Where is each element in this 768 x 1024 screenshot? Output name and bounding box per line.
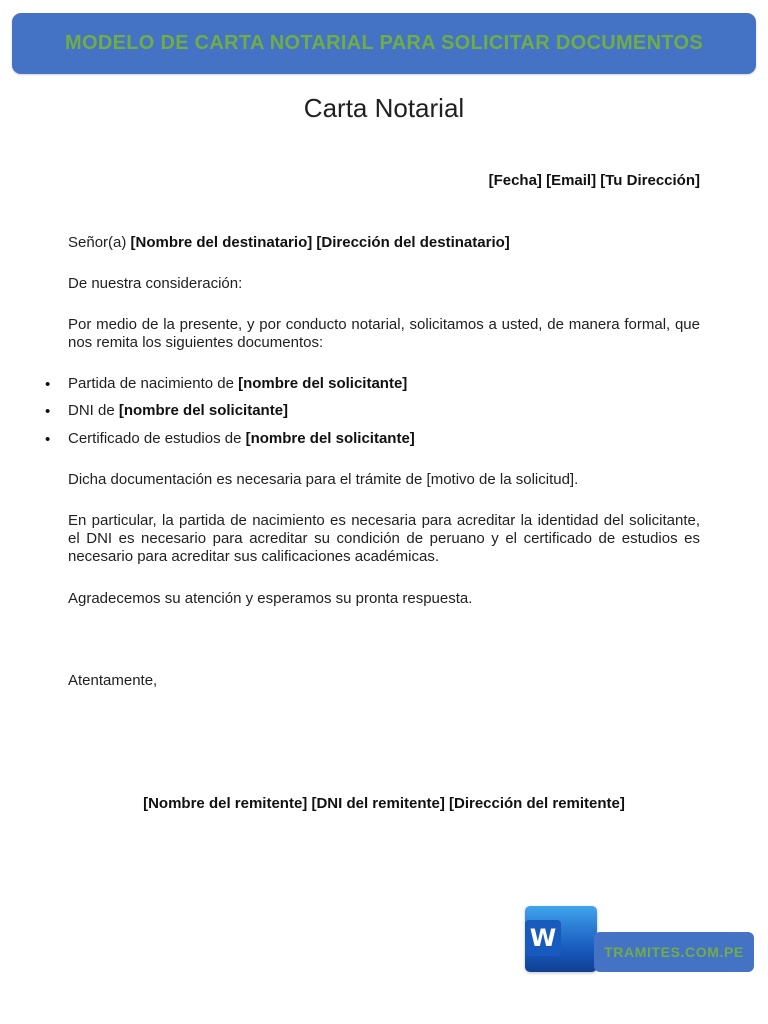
word-icon [525, 906, 597, 972]
brand-badge [594, 932, 754, 972]
greeting: De nuestra consideración: [68, 275, 243, 292]
closing-line: Atentamente, [68, 672, 158, 689]
bullet-icon: • [45, 431, 51, 448]
sender-header-fields: [Fecha] [Email] [Tu Dirección] [488, 172, 700, 189]
list-item-field: [nombre del solicitante] [118, 402, 289, 419]
list-item [68, 375, 700, 393]
list-item-text: Partida de nacimiento de [68, 375, 234, 392]
details-paragraph: En particular, la partida de nacimiento es necesaria para acreditar la identidad del solicitante, el DNI es necesario para acreditar su condición de peruano y el certificado de estudios es necesario para acreditar sus calificaciones académicas. [68, 512, 700, 565]
brand-label: TRAMITES.COM.PE [604, 944, 744, 960]
list-item-field: [nombre del solicitante] [245, 430, 415, 447]
banner-title: MODELO DE CARTA NOTARIAL PARA SOLICITAR DOCUMENTOS [65, 32, 703, 54]
salutation-prefix: Señor(a) [68, 234, 127, 251]
document-title: Carta Notarial [303, 93, 465, 123]
list-item [68, 402, 700, 420]
thanks-paragraph: Agradecemos su atención y esperamos su pronta respuesta. [68, 590, 473, 607]
salutation [68, 234, 700, 252]
list-item-text: Certificado de estudios de [68, 430, 242, 447]
header-banner [12, 13, 756, 74]
salutation-fields: [Nombre del destinatario] [Dirección del destinatario] [130, 234, 510, 251]
signature-fields: [Nombre del remitente] [DNI del remitente] [Dirección del remitente] [143, 795, 625, 812]
bullet-icon: • [45, 376, 51, 393]
list-item [68, 430, 700, 448]
bullet-icon: • [45, 403, 51, 420]
intro-paragraph: Por medio de la presente, y por conducto notarial, solicitamos a usted, de manera formal, que nos remita los siguientes documentos: [68, 316, 700, 351]
list-item-text: DNI de [68, 402, 115, 419]
reason-paragraph: Dicha documentación es necesaria para el trámite de [motivo de la solicitud]. [68, 471, 579, 488]
list-item-field: [nombre del solicitante] [238, 375, 408, 392]
word-letter: W [525, 920, 561, 956]
